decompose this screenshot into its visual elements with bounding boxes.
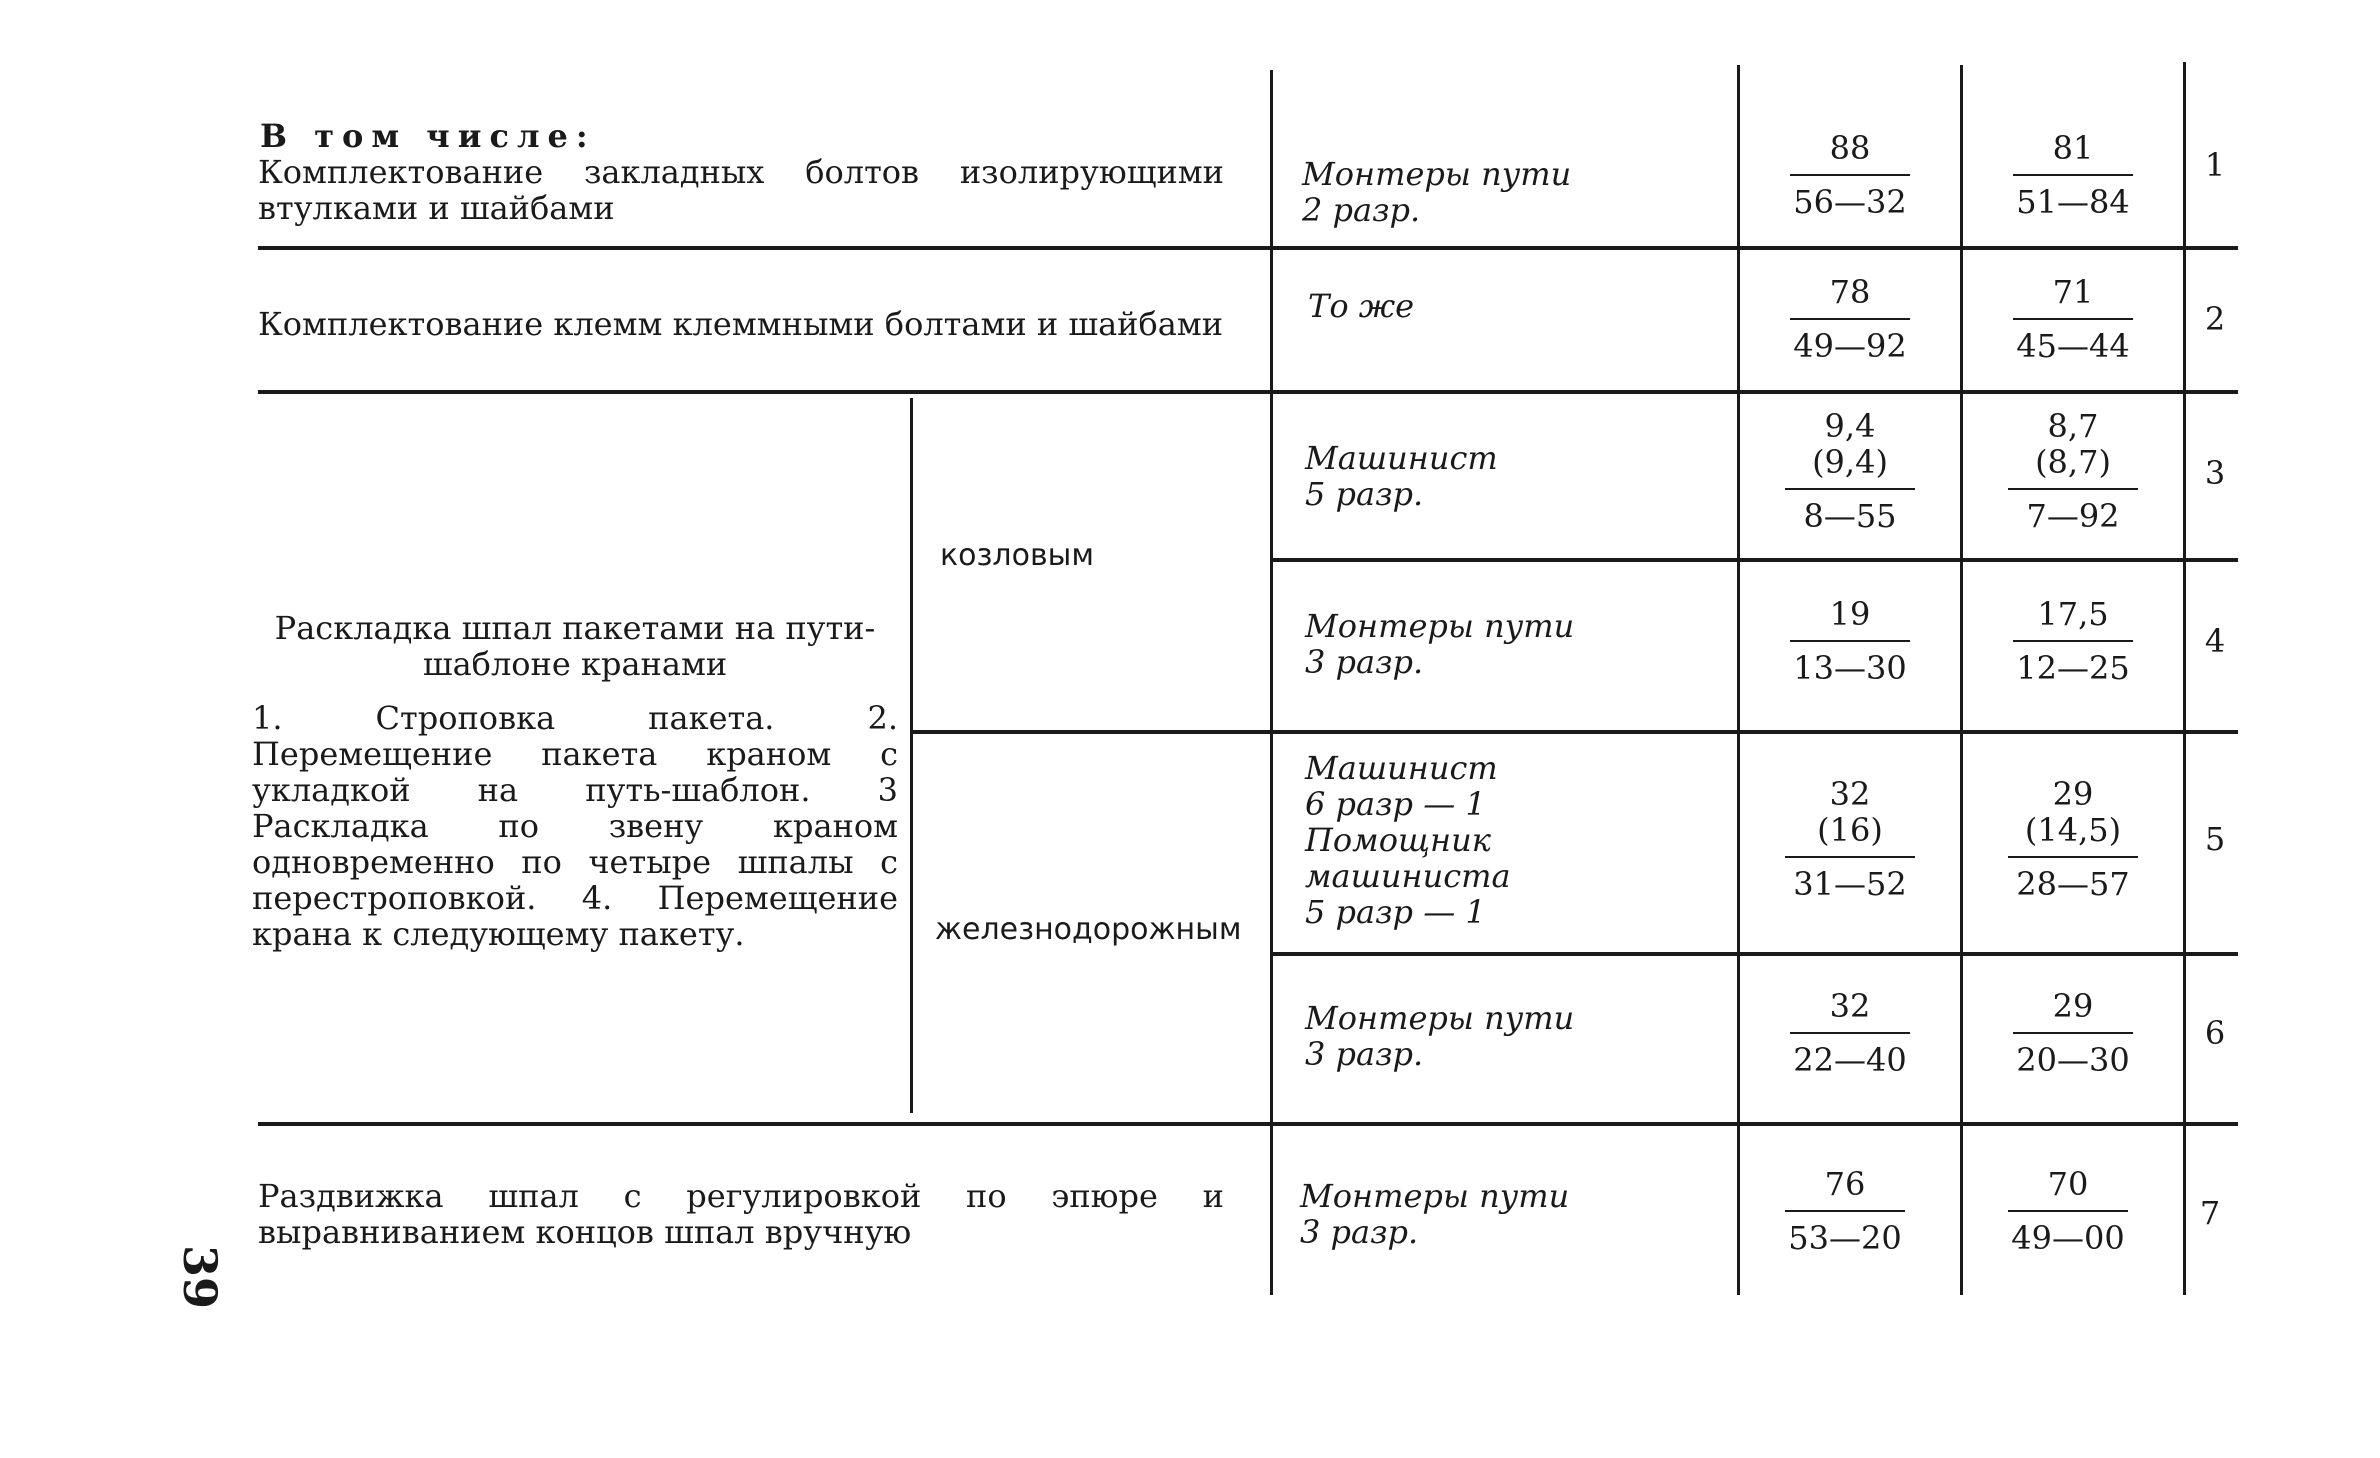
norm-price: 7—92	[2026, 497, 2120, 535]
norm-price: 56—32	[1793, 183, 1907, 221]
worker-line: Машинист	[1305, 439, 1498, 477]
row-1-norm-a	[1745, 130, 1955, 220]
worker-line: Монтеры пути	[1300, 1177, 1570, 1215]
row-4-norm-a	[1745, 596, 1955, 686]
row-divider-4	[910, 730, 2238, 734]
worker-line: 3 разр.	[1305, 643, 1424, 681]
row-divider-2	[258, 390, 2238, 394]
row-3-number: 3	[2204, 454, 2226, 492]
col-divider-num	[2183, 62, 2186, 1295]
worker-line: машиниста	[1305, 857, 1511, 895]
norm-value-secondary: (16)	[1817, 811, 1883, 849]
row-4-number: 4	[2204, 622, 2226, 660]
worker-line: 5 разр — 1	[1305, 893, 1486, 931]
norm-price: 45—44	[2016, 327, 2130, 365]
row-3-norm-a	[1745, 408, 1955, 534]
col-divider-workers	[1270, 70, 1273, 1295]
row-1-description: Комплектование закладных болтов изолирующими втулками и шайбами	[258, 153, 1224, 227]
row-2-description: Комплектование клемм клеммными болтами и шайбами	[258, 305, 1224, 343]
worker-line: 5 разр.	[1305, 475, 1424, 513]
norm-price: 31—52	[1793, 865, 1907, 903]
row-6-norm-b	[1968, 988, 2178, 1078]
norm-value: 9,4	[1824, 407, 1876, 445]
norm-price: 13—30	[1793, 649, 1907, 687]
row-2-number: 2	[2204, 300, 2226, 338]
col-divider-b	[1960, 65, 1963, 1295]
worker-line: 6 разр — 1	[1305, 785, 1486, 823]
norm-price: 20—30	[2016, 1041, 2130, 1079]
worker-line: Машинист	[1305, 749, 1498, 787]
row-7-norm-b	[1963, 1166, 2173, 1256]
row-3-workers	[1305, 440, 1498, 512]
norm-price: 49—92	[1793, 327, 1907, 365]
crane-rail-label: железнодорожным	[935, 912, 1242, 947]
worker-line: Монтеры пути	[1305, 999, 1575, 1037]
row-6-number: 6	[2204, 1014, 2226, 1052]
norm-price: 22—40	[1793, 1041, 1907, 1079]
row-2-norm-a	[1745, 274, 1955, 364]
norm-price: 51—84	[2016, 183, 2130, 221]
norm-value: 88	[1829, 129, 1871, 167]
norm-price: 28—57	[2016, 865, 2130, 903]
row-5-number: 5	[2204, 820, 2226, 858]
norm-value: 71	[2052, 273, 2094, 311]
row-divider-3	[1272, 558, 2238, 562]
row-6-norm-a	[1745, 988, 1955, 1078]
row-4-workers	[1305, 608, 1574, 680]
row-divider-6	[258, 1122, 2238, 1126]
row-5-norm-a	[1745, 776, 1955, 902]
row-divider-1	[258, 246, 2238, 250]
group-title: Раскладка шпал пакетами на пути-шаблоне кранами	[274, 609, 876, 683]
row-6-workers	[1305, 1000, 1574, 1072]
norm-price: 8—55	[1803, 497, 1897, 535]
norm-value: 32	[1829, 987, 1871, 1025]
section-heading: В том числе:	[260, 117, 596, 155]
norm-price: 49—00	[2011, 1219, 2125, 1257]
worker-line: 2 разр.	[1302, 191, 1421, 229]
norm-price: 12—25	[2016, 649, 2130, 687]
norm-value: 29	[2052, 775, 2094, 813]
col-divider-crane	[910, 398, 913, 1113]
row-7-number: 7	[2199, 1194, 2221, 1232]
row-3-norm-b	[1968, 408, 2178, 534]
row-5-norm-b	[1968, 776, 2178, 902]
worker-line: 3 разр.	[1305, 1035, 1424, 1073]
norm-value: 76	[1824, 1165, 1866, 1203]
worker-line: Помощник	[1305, 821, 1491, 859]
row-5-workers	[1305, 750, 1511, 930]
norm-value: 78	[1829, 273, 1871, 311]
page-number: 39	[173, 1244, 228, 1310]
row-7-workers	[1300, 1178, 1569, 1250]
row-divider-5	[1272, 952, 2238, 956]
norm-value: 17,5	[2037, 595, 2109, 633]
norm-value: 32	[1829, 775, 1871, 813]
row-7-norm-a	[1740, 1166, 1950, 1256]
norm-value: 81	[2052, 129, 2094, 167]
norm-value-secondary: (9,4)	[1812, 443, 1888, 481]
norm-value: 8,7	[2047, 407, 2099, 445]
col-divider-a	[1737, 65, 1740, 1295]
norm-value: 29	[2052, 987, 2094, 1025]
norm-value-secondary: (14,5)	[2024, 811, 2122, 849]
row-1-norm-b	[1968, 130, 2178, 220]
norm-price: 53—20	[1788, 1219, 1902, 1257]
norm-value: 19	[1829, 595, 1871, 633]
row-1-workers	[1302, 156, 1571, 228]
norm-value: 70	[2047, 1165, 2089, 1203]
row-7-description: Раздвижка шпал с регулировкой по эпюре и выравниванием концов шпал вручную	[258, 1177, 1224, 1251]
worker-line: Монтеры пути	[1302, 155, 1572, 193]
worker-line: 3 разр.	[1300, 1213, 1419, 1251]
crane-gantry-label: козловым	[940, 538, 1094, 573]
row-1-number: 1	[2204, 146, 2226, 184]
norm-value-secondary: (8,7)	[2035, 443, 2111, 481]
group-body: 1. Строповка пакета. 2. Перемещение пакета краном с укладкой на путь-шаблон. 3 Раскладка по звену краном одновременно по четыре шпалы с перестроповкой. 4. Перемещение крана к следующему пакету.	[252, 699, 898, 953]
worker-line: Монтеры пути	[1305, 607, 1575, 645]
row-2-workers: То же	[1308, 287, 1415, 325]
row-2-norm-b	[1968, 274, 2178, 364]
row-4-norm-b	[1968, 596, 2178, 686]
